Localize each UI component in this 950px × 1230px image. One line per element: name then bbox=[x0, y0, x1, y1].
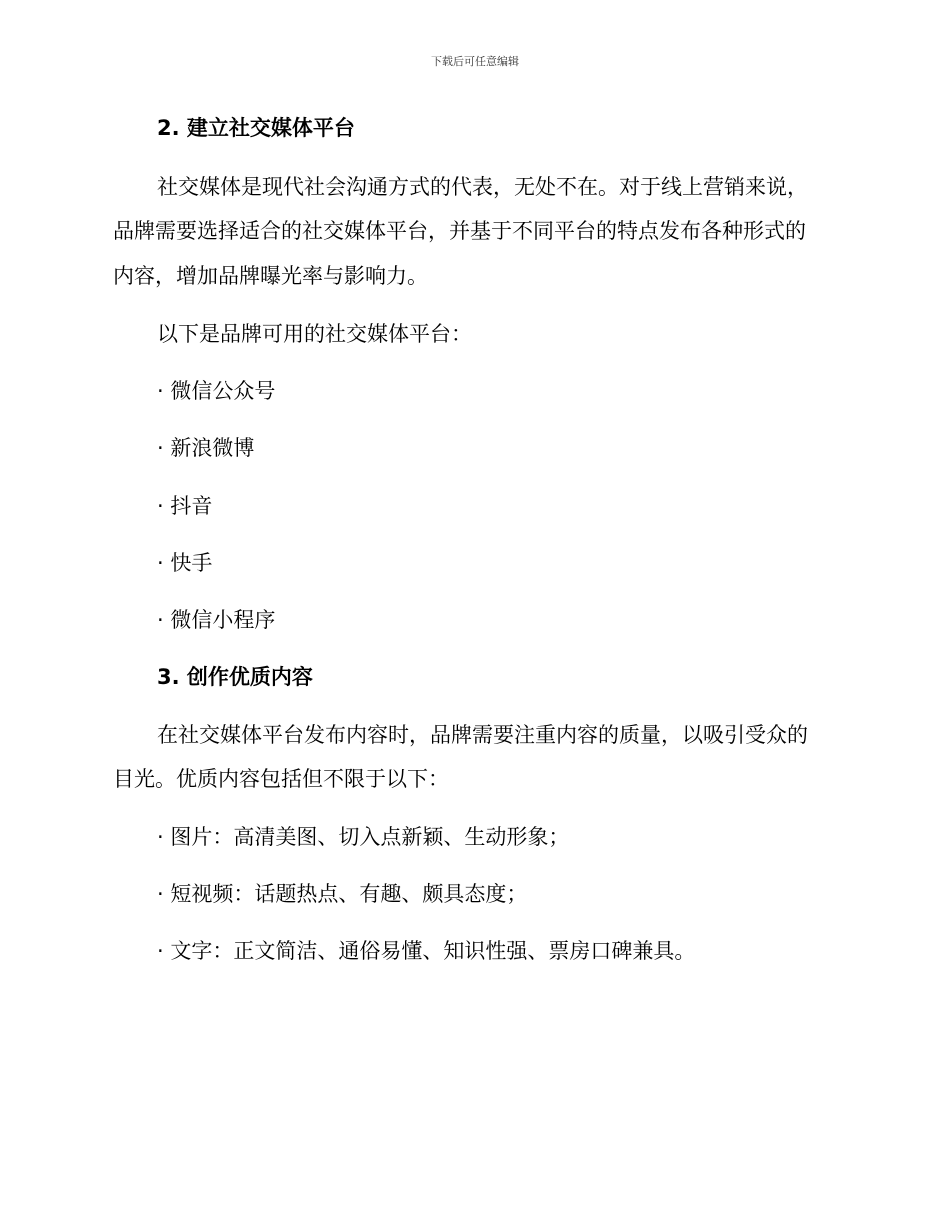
section-2-heading: 2. 建立社交媒体平台 bbox=[157, 116, 355, 140]
section-3-heading: 3. 创作优质内容 bbox=[157, 665, 313, 689]
section-2-paragraph-line: 内容，增加品牌曝光率与影响力。 bbox=[113, 264, 428, 288]
platform-list-item: · 微信公众号 bbox=[157, 379, 276, 403]
content-list-item: · 图片：高清美图、切入点新颖、生动形象； bbox=[157, 825, 570, 849]
page-header: 下载后可任意编辑 bbox=[431, 55, 519, 68]
section-3-paragraph-line: 目光。优质内容包括但不限于以下： bbox=[113, 767, 449, 791]
section-2-paragraph-line: 品牌需要选择适合的社交媒体平台，并基于不同平台的特点发布各种形式的 bbox=[113, 219, 806, 243]
platform-list-item: · 新浪微博 bbox=[157, 436, 255, 460]
platform-list-item: · 微信小程序 bbox=[157, 608, 276, 632]
section-2-paragraph-line: 社交媒体是现代社会沟通方式的代表，无处不在。对于线上营销来说， bbox=[157, 175, 808, 199]
platform-list-item: · 快手 bbox=[157, 551, 213, 575]
content-list-item: · 短视频：话题热点、有趣、颇具态度； bbox=[157, 882, 528, 906]
content-list-item: · 文字：正文简洁、通俗易懂、知识性强、票房口碑兼具。 bbox=[157, 939, 696, 963]
platform-list-item: · 抖音 bbox=[157, 494, 213, 518]
section-3-paragraph-line: 在社交媒体平台发布内容时，品牌需要注重内容的质量，以吸引受众的 bbox=[157, 723, 808, 747]
platform-list-intro: 以下是品牌可用的社交媒体平台： bbox=[157, 322, 472, 346]
